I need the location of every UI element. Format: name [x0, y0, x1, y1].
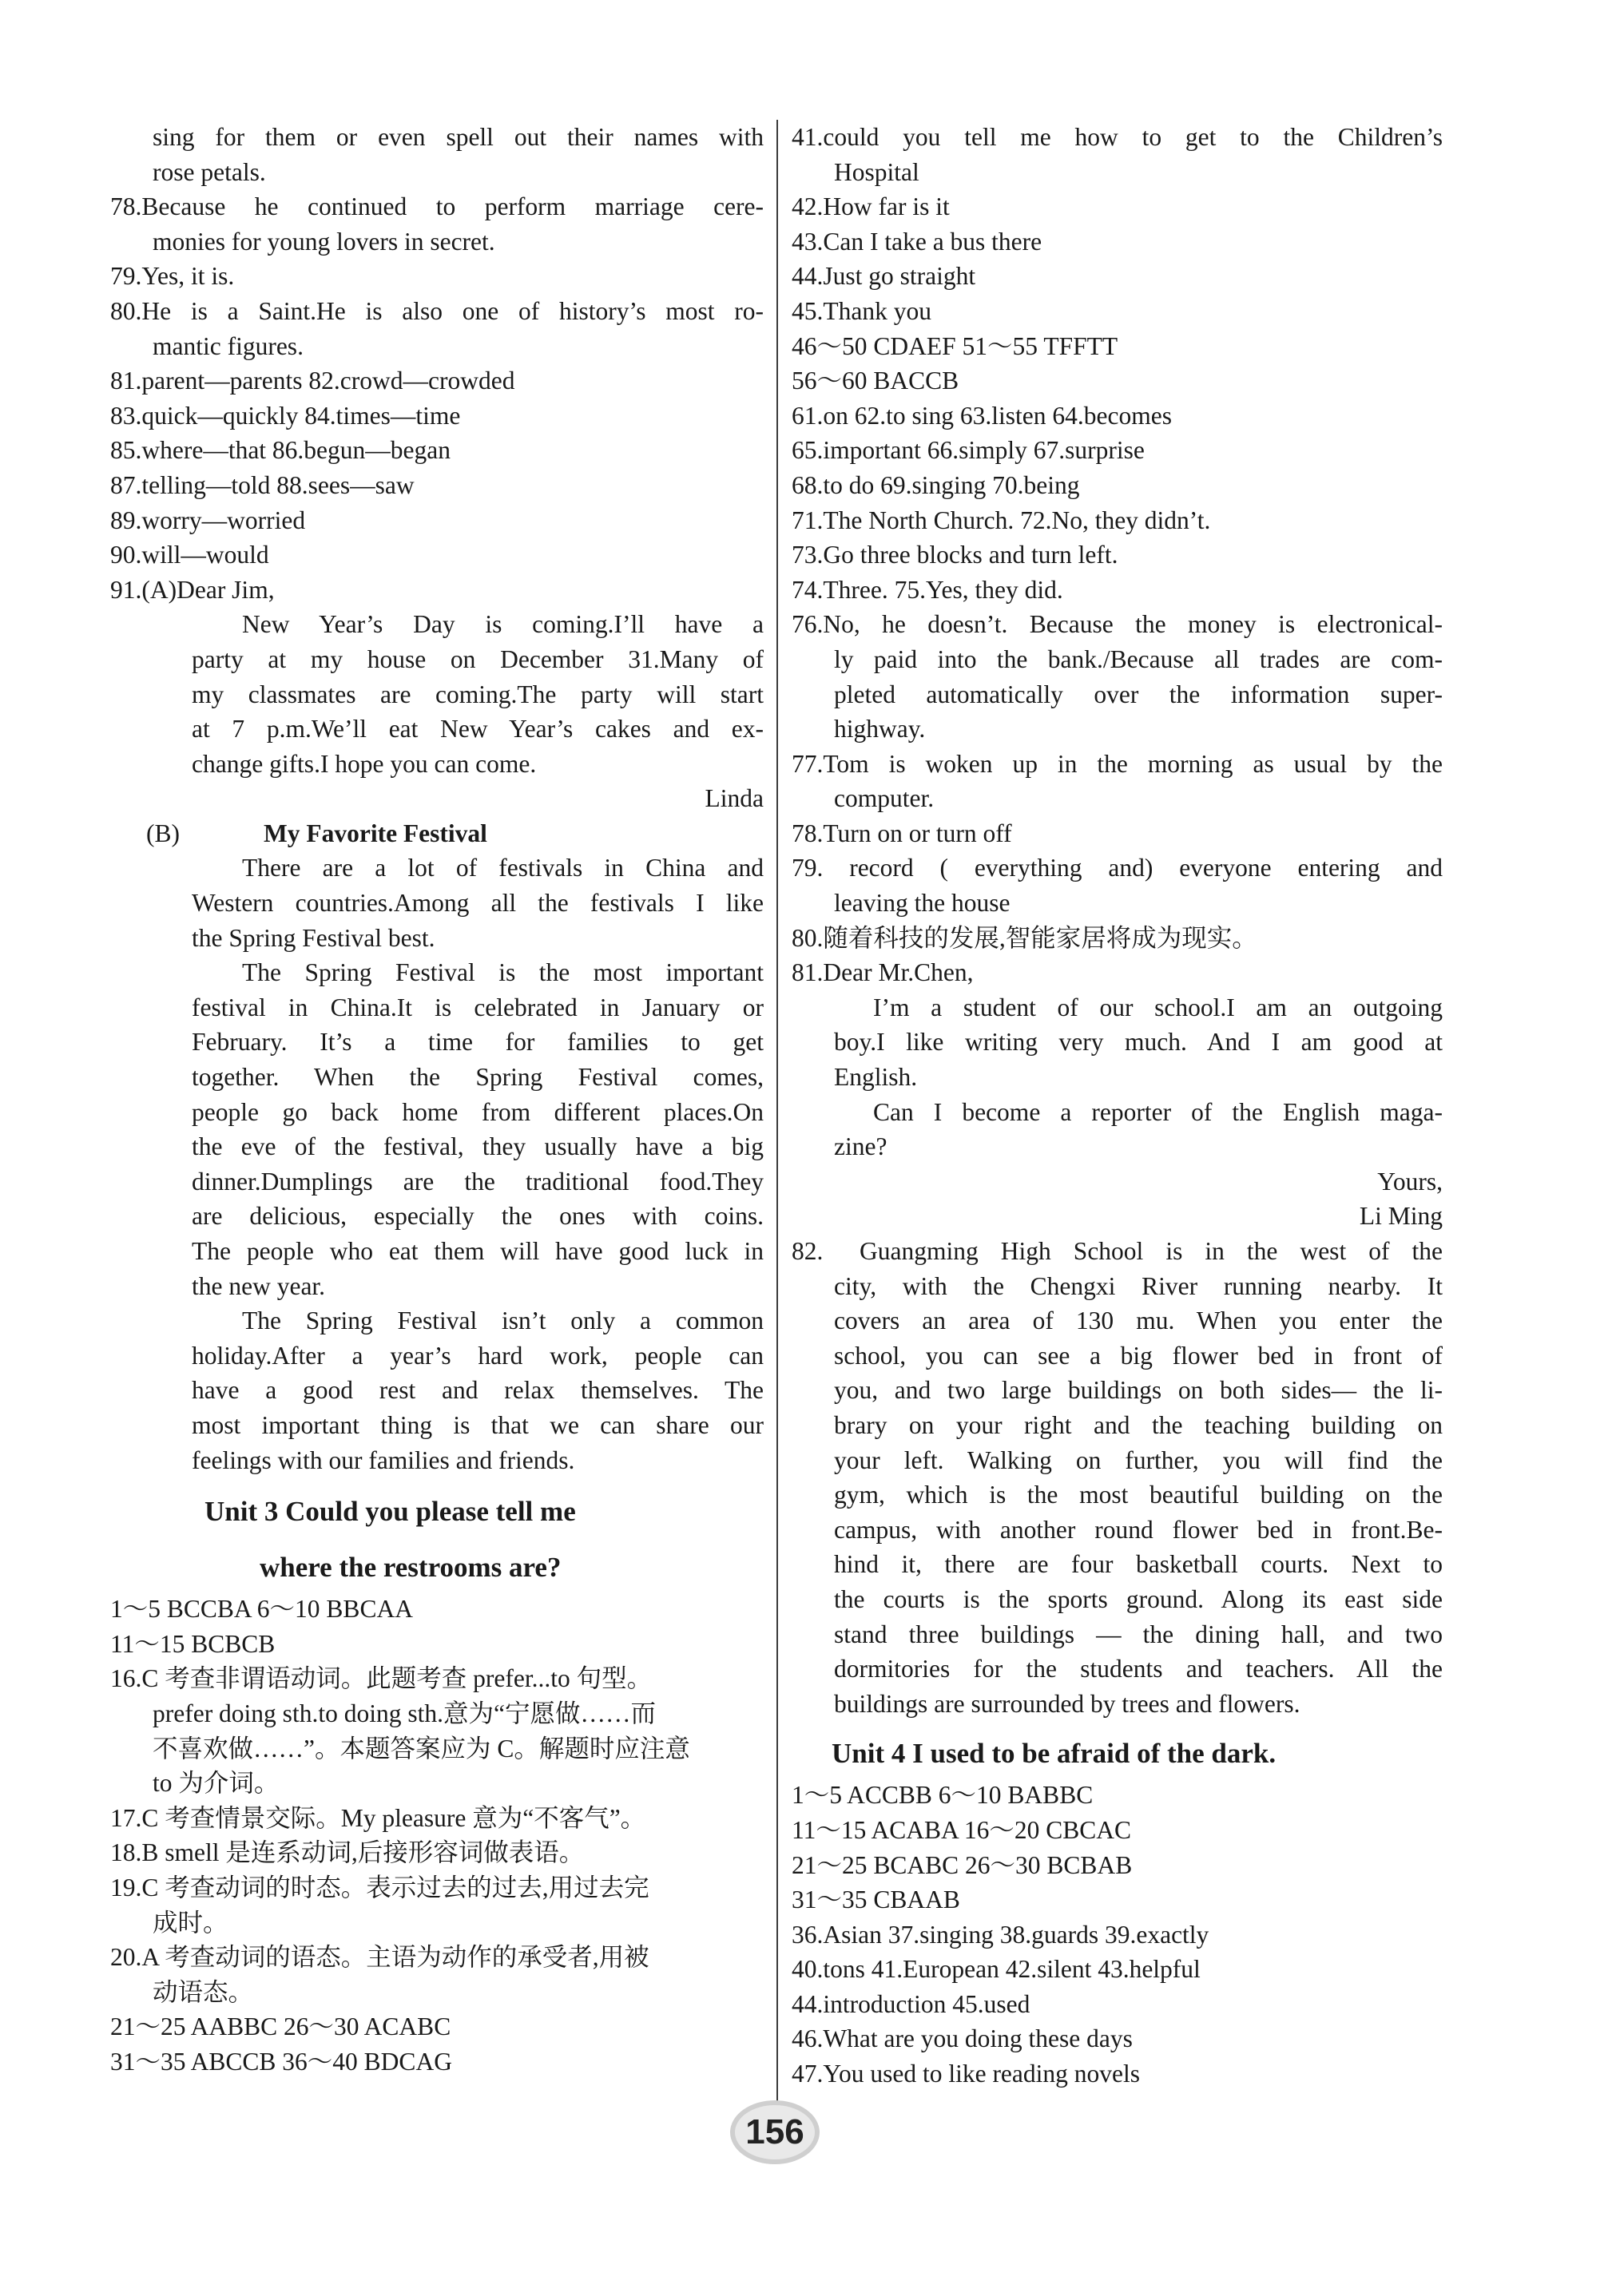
essay-line: [792, 1477, 1443, 1513]
line-text: sing for them or even spell out their names with: [153, 123, 764, 151]
answer-line: [792, 189, 1443, 224]
essay-label: 82.: [792, 1237, 824, 1265]
column-divider: [776, 120, 778, 2108]
line-text: dormitories for the students and teachers. All the: [834, 1655, 1443, 1683]
line-text: the new year.: [192, 1271, 326, 1300]
essay-line: [792, 1373, 1443, 1408]
answer-line: [110, 1627, 764, 1662]
line-text: stand three buildings — the dining hall, and two: [834, 1620, 1443, 1648]
line-text: you, and two large buildings on both sides— the li-: [834, 1376, 1443, 1405]
line-text: your left. Walking on further, you will find the: [834, 1445, 1443, 1474]
answer-line: [792, 781, 1443, 816]
answer-line: [792, 642, 1443, 677]
line-text: highway.: [834, 715, 926, 744]
line-text: 44.Just go straight: [792, 262, 976, 291]
line-text: 19.C 考查动词的时态。表示过去的过去,用过去完: [110, 1873, 649, 1901]
page-number: 156: [745, 2112, 804, 2151]
answer-line: [110, 1940, 764, 1975]
line-text: school, you can see a big flower bed in front of: [834, 1341, 1443, 1370]
essay-title: My Favorite Festival: [264, 819, 487, 847]
line-text: prefer doing sth.to doing sth.意为“宁愿做……而: [153, 1699, 656, 1727]
line-text: 46.What are you doing these days: [792, 2024, 1133, 2053]
line-text: mantic figures.: [153, 331, 304, 360]
line-text: 43.Can I take a bus there: [792, 227, 1042, 256]
answer-line: [110, 399, 764, 434]
line-text: 1～5 BCCBA 6～10 BBCAA: [110, 1595, 413, 1624]
answer-line: [792, 329, 1443, 364]
unit-4-heading: [792, 1735, 1443, 1771]
answer-line: [792, 677, 1443, 712]
line-text: 17.C 考查情景交际。My pleasure 意为“不客气”。: [110, 1803, 646, 1832]
answer-line: [110, 1696, 764, 1731]
answer-line: [110, 155, 764, 190]
line-text: the courts is the sports ground. Along its east side: [834, 1584, 1443, 1613]
answer-line: [792, 537, 1443, 573]
answer-line: [792, 1917, 1443, 1953]
line-text: Linda: [705, 784, 764, 813]
line-text: pleted automatically over the information super-: [834, 680, 1443, 708]
line-text: campus, with another round flower bed in front.Be-: [834, 1515, 1443, 1544]
line-text: The Spring Festival isn’t only a common: [242, 1307, 764, 1335]
answer-line: [110, 573, 764, 608]
line-text: English.: [834, 1063, 918, 1092]
essay-line: [110, 1269, 764, 1304]
line-text: 73.Go three blocks and turn left.: [792, 541, 1118, 569]
answer-line: [792, 224, 1443, 260]
line-text: 41.could you tell me how to get to the Children’s: [792, 123, 1443, 151]
letter-line: [792, 1129, 1443, 1164]
line-text: to 为介词。: [153, 1769, 280, 1798]
line-text: Li Ming: [1359, 1202, 1443, 1231]
answer-line: [792, 573, 1443, 608]
line-text: The people who eat them will have good luck in: [192, 1237, 764, 1265]
essay-line: [792, 1547, 1443, 1582]
line-text: 44.introduction 45.used: [792, 1989, 1030, 2018]
essay-line: [110, 886, 764, 921]
line-text: ly paid into the bank./Because all trades are com-: [834, 644, 1443, 673]
line-text: have a good rest and relax themselves. The: [192, 1376, 764, 1405]
line-text: 46～50 CDAEF 51～55 TFFTT: [792, 331, 1118, 360]
line-text: 21～25 AABBC 26～30 ACABC: [110, 2012, 451, 2041]
letter-line: [792, 1025, 1443, 1060]
answer-line: [792, 1848, 1443, 1883]
answer-line: [792, 607, 1443, 642]
answer-line: [792, 921, 1443, 956]
line-text: The Spring Festival is the most important: [242, 958, 764, 987]
answer-line: [110, 537, 764, 573]
line-text: 81.parent—parents 82.crowd—crowded: [110, 367, 515, 395]
line-text: 68.to do 69.singing 70.being: [792, 470, 1080, 499]
line-text: covers an area of 130 mu. When you enter the: [834, 1307, 1443, 1335]
essay-line: [792, 1617, 1443, 1652]
line-text: 16.C 考查非谓语动词。此题考查 prefer...to 句型。: [110, 1664, 653, 1693]
essay-label: (B): [146, 819, 180, 847]
unit-3-heading: [110, 1493, 764, 1529]
line-text: 80.随着科技的发展,智能家居将成为现实。: [792, 923, 1257, 952]
line-text: festival in China.It is celebrated in January or: [192, 993, 764, 1021]
letter-line: [792, 990, 1443, 1025]
line-text: leaving the house: [834, 889, 1011, 918]
line-text: where the restrooms are?: [260, 1552, 562, 1584]
essay-line: [110, 1234, 764, 1269]
line-text: dinner.Dumplings are the traditional food.They: [192, 1167, 764, 1196]
essay-line: [792, 1408, 1443, 1443]
letter-line: [110, 747, 764, 782]
answer-line: [110, 1661, 764, 1696]
line-text: 83.quick—quickly 84.times—time: [110, 401, 461, 430]
line-text: 61.on 62.to sing 63.listen 64.becomes: [792, 401, 1172, 430]
answer-line: [110, 1801, 764, 1836]
line-text: Can I become a reporter of the English maga-: [873, 1097, 1443, 1126]
line-text: February. It’s a time for families to get: [192, 1028, 764, 1057]
answer-line: [792, 294, 1443, 329]
line-text: 76.No, he doesn’t. Because the money is electronical-: [792, 610, 1443, 639]
line-text: hind it, there are four basketball courts. Next to: [834, 1550, 1443, 1579]
essay-line: [110, 1164, 764, 1200]
letter-line: [792, 1060, 1443, 1095]
line-text: my classmates are coming.The party will start: [192, 680, 764, 708]
answer-line: [110, 120, 764, 155]
answer-line: [792, 1882, 1443, 1917]
line-text: 81.Dear Mr.Chen,: [792, 958, 974, 987]
letter-signature: [110, 781, 764, 816]
line-text: 1～5 ACCBB 6～10 BABBC: [792, 1781, 1094, 1810]
line-text: 45.Thank you: [792, 296, 931, 325]
line-text: 89.worry—worried: [110, 506, 306, 534]
line-text: 85.where—that 86.begun—began: [110, 436, 451, 465]
line-text: 36.Asian 37.singing 38.guards 39.exactly: [792, 1920, 1209, 1949]
line-text: 40.tons 41.European 42.silent 43.helpful: [792, 1955, 1201, 1984]
answer-line: [110, 1731, 764, 1767]
line-text: zine?: [834, 1132, 887, 1161]
answer-line: [792, 155, 1443, 190]
line-text: 71.The North Church. 72.No, they didn’t.: [792, 506, 1211, 534]
letter-line: [110, 712, 764, 747]
line-text: 成时。: [153, 1908, 228, 1937]
answer-line: [110, 259, 764, 294]
line-text: 21～25 BCABC 26～30 BCBAB: [792, 1850, 1133, 1879]
line-text: Hospital: [834, 157, 919, 186]
essay-line: [792, 1303, 1443, 1338]
line-text: 74.Three. 75.Yes, they did.: [792, 575, 1063, 604]
answer-line: [792, 886, 1443, 921]
line-text: gym, which is the most beautiful building on the: [834, 1481, 1443, 1509]
essay-line: [792, 1652, 1443, 1687]
line-text: 79.Yes, it is.: [110, 262, 235, 291]
line-text: 47.You used to like reading novels: [792, 2060, 1141, 2088]
page-number-badge: [730, 2100, 820, 2164]
answer-line: [792, 1987, 1443, 2022]
essay-line: [792, 1269, 1443, 1304]
line-text: Unit 4 I used to be afraid of the dark.: [832, 1738, 1277, 1770]
essay-line: [792, 1582, 1443, 1617]
line-text: rose petals.: [153, 157, 266, 186]
line-text: 31～35 CBAAB: [792, 1886, 960, 1914]
left-column: [110, 120, 764, 2079]
essay-line: [110, 921, 764, 956]
line-text: are delicious, especially the ones with coins.: [192, 1202, 764, 1231]
answer-line: [110, 1835, 764, 1870]
line-text: 91.(A)Dear Jim,: [110, 575, 275, 604]
line-text: holiday.After a year’s hard work, people can: [192, 1341, 764, 1370]
line-text: Yours,: [1377, 1167, 1443, 1196]
line-text: 不喜欢做……”。本题答案应为 C。解题时应注意: [153, 1734, 690, 1763]
line-text: 77.Tom is woken up in the morning as usual by the: [792, 749, 1443, 778]
line-text: 31～35 ABCCB 36～40 BDCAG: [110, 2047, 452, 2076]
line-text: brary on your right and the teaching building on: [834, 1410, 1443, 1439]
essay-line: [792, 1513, 1443, 1548]
line-text: I’m a student of our school.I am an outgoing: [873, 993, 1443, 1021]
essay-line: [792, 1338, 1443, 1374]
answer-line: [110, 1975, 764, 2010]
line-text: 87.telling—told 88.sees—saw: [110, 470, 415, 499]
line-text: Western countries.Among all the festivals I like: [192, 889, 764, 918]
essay-line: [110, 990, 764, 1025]
answer-line: [792, 1813, 1443, 1848]
essay-line: [110, 1060, 764, 1095]
essay-line: [110, 1373, 764, 1408]
line-text: party at my house on December 31.Many of: [192, 644, 764, 673]
answer-line: [792, 851, 1443, 886]
answer-line: [792, 503, 1443, 538]
letter-line: [792, 1095, 1443, 1130]
essay-line: [110, 1199, 764, 1234]
answer-line: [110, 224, 764, 260]
answer-line: [792, 433, 1443, 468]
answer-line: [110, 503, 764, 538]
line-text: monies for young lovers in secret.: [153, 227, 495, 256]
essay-line: [110, 1129, 764, 1164]
essay-line: [792, 1687, 1443, 1722]
line-text: 80.He is a Saint.He is also one of history’s most ro-: [110, 296, 764, 325]
line-text: the Spring Festival best.: [192, 923, 435, 952]
answer-line: [110, 363, 764, 399]
line-text: 78.Turn on or turn off: [792, 819, 1012, 847]
line-text: Guangming High School is in the west of the: [860, 1237, 1443, 1265]
answer-line: [110, 1766, 764, 1801]
line-text: city, with the Chengxi River running nearby. It: [834, 1271, 1443, 1300]
line-text: change gifts.I hope you can come.: [192, 749, 537, 778]
line-text: people go back home from different places.On: [192, 1097, 764, 1126]
line-text: New Year’s Day is coming.I’ll have a: [242, 610, 764, 639]
essay-line: [110, 955, 764, 990]
answer-line: [792, 955, 1443, 990]
answer-line: [792, 1778, 1443, 1813]
answer-line: [110, 1870, 764, 1905]
answer-line: [110, 2044, 764, 2080]
line-text: most important thing is that we can share our: [192, 1410, 764, 1439]
answer-line: [110, 468, 764, 503]
right-column: [792, 120, 1443, 2092]
line-text: buildings are surrounded by trees and flowers.: [834, 1689, 1300, 1718]
line-text: 20.A 考查动词的语态。主语为动作的承受者,用被: [110, 1943, 649, 1972]
essay-line: [792, 1443, 1443, 1478]
letter-line: [110, 677, 764, 712]
answer-line: [792, 399, 1443, 434]
line-text: the eve of the festival, they usually have a big: [192, 1132, 764, 1161]
answer-line: [792, 816, 1443, 851]
essay-b-header: [110, 816, 764, 851]
answer-line: [792, 747, 1443, 782]
answer-line: [110, 294, 764, 329]
answer-line: [792, 712, 1443, 747]
essay-line: [110, 1338, 764, 1374]
answer-line: [110, 1592, 764, 1627]
essay-line: [110, 1025, 764, 1060]
line-text: 11～15 ACABA 16～20 CBCAC: [792, 1815, 1132, 1844]
line-text: Unit 3 Could you please tell me: [204, 1496, 576, 1528]
line-text: 56～60 BACCB: [792, 367, 959, 395]
line-text: There are a lot of festivals in China and: [242, 854, 764, 882]
essay-line: [110, 851, 764, 886]
letter-signature: [792, 1199, 1443, 1234]
line-text: 11～15 BCBCB: [110, 1629, 276, 1658]
line-text: 动语态。: [153, 1977, 254, 2006]
essay-line: [110, 1303, 764, 1338]
answer-line: [792, 2021, 1443, 2056]
letter-line: [110, 607, 764, 642]
letter-closing: [792, 1164, 1443, 1200]
answer-line: [792, 120, 1443, 155]
answer-line: [792, 468, 1443, 503]
answer-line: [110, 189, 764, 224]
line-text: 79. record ( everything and) everyone entering and: [792, 854, 1443, 882]
line-text: 65.important 66.simply 67.surprise: [792, 436, 1145, 465]
answer-line: [110, 2009, 764, 2044]
essay-82-first-line: [792, 1234, 1443, 1269]
line-text: together. When the Spring Festival comes,: [192, 1063, 764, 1092]
answer-line: [110, 329, 764, 364]
answer-line: [110, 433, 764, 468]
line-text: at 7 p.m.We’ll eat New Year’s cakes and ex-: [192, 715, 764, 744]
line-text: 90.will—would: [110, 541, 269, 569]
unit-3-heading-cont: [110, 1549, 764, 1585]
line-text: feelings with our families and friends.: [192, 1445, 575, 1474]
line-text: 18.B smell 是连系动词,后接形容词做表语。: [110, 1838, 585, 1867]
answer-line: [792, 259, 1443, 294]
line-text: boy.I like writing very much. And I am good at: [834, 1028, 1443, 1057]
answer-line: [792, 363, 1443, 399]
essay-line: [110, 1443, 764, 1478]
letter-line: [110, 642, 764, 677]
essay-line: [110, 1095, 764, 1130]
answer-line: [110, 1905, 764, 1941]
line-text: 78.Because he continued to perform marriage cere-: [110, 192, 764, 221]
answer-line: [792, 2056, 1443, 2092]
essay-line: [110, 1408, 764, 1443]
line-text: 42.How far is it: [792, 192, 950, 221]
line-text: computer.: [834, 784, 935, 813]
answer-line: [792, 1952, 1443, 1987]
